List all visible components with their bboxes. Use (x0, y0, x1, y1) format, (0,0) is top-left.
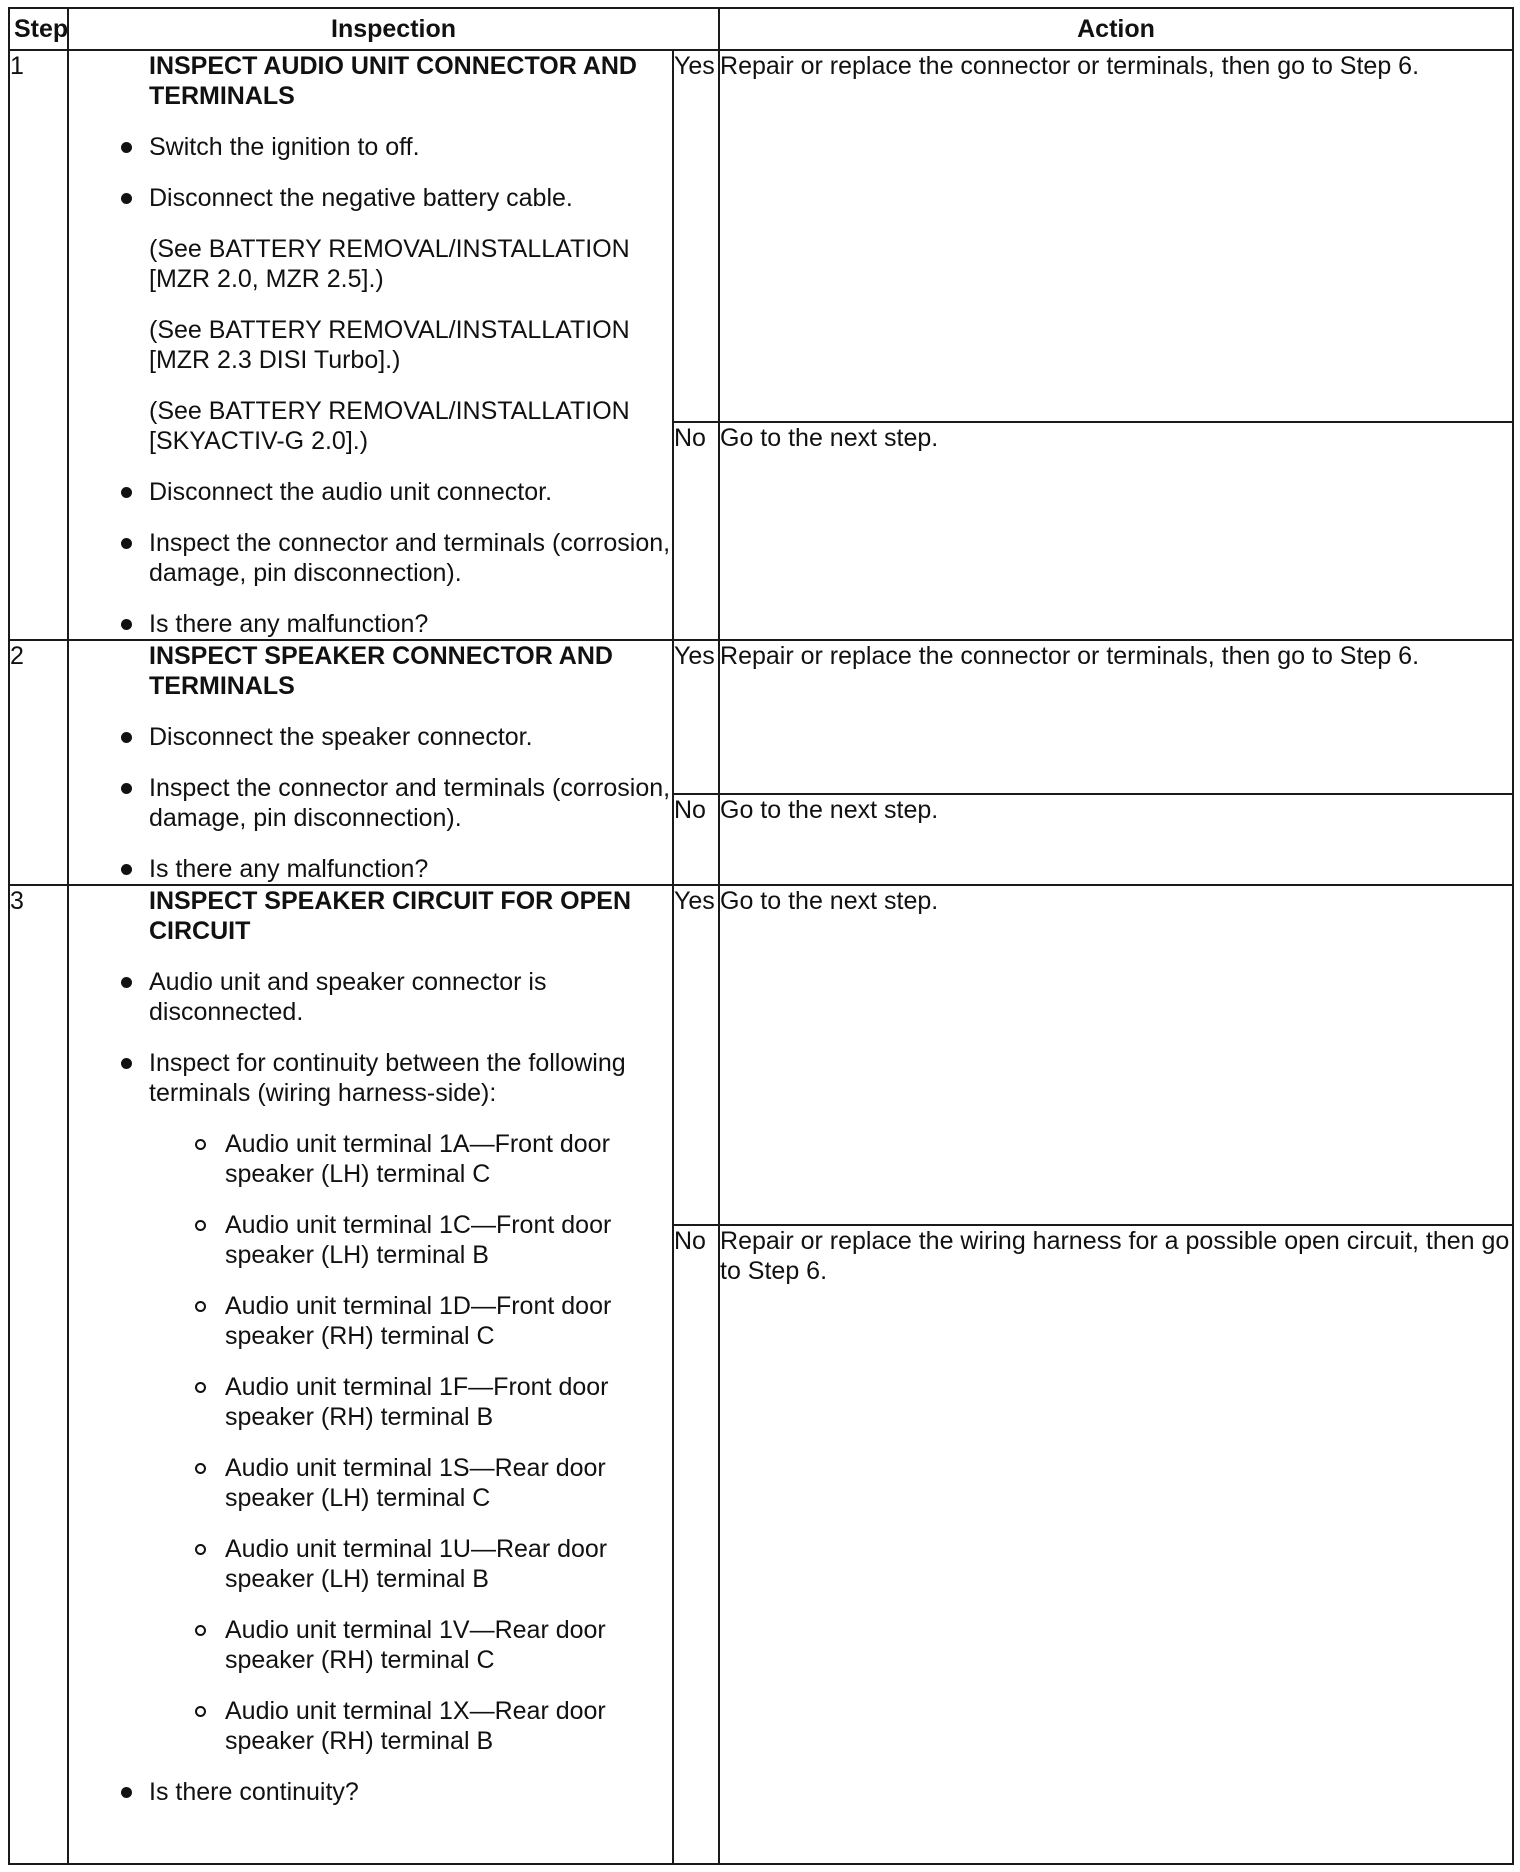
bullet-item: Inspect the connector and terminals (corrosion, damage, pin disconnection). (149, 529, 671, 587)
terminal-check-item: Audio unit terminal 1A—Front door speaker (LH) terminal C (225, 1129, 672, 1189)
no-label: No (673, 1225, 719, 1864)
step-column-header: Step (9, 8, 68, 50)
header-row (9, 8, 1513, 50)
inspection-procedure-table (8, 7, 1514, 1865)
terminal-check-item: Audio unit terminal 1V—Rear door speaker (RH) terminal C (225, 1615, 672, 1675)
step-heading: INSPECT SPEAKER CIRCUIT FOR OPEN CIRCUIT (149, 887, 631, 945)
no-action: Go to the next step. (719, 794, 1513, 885)
terminal-check-item: Audio unit terminal 1D—Front door speaker (RH) terminal C (225, 1291, 672, 1351)
action-column-header: Action (719, 8, 1513, 50)
step-number: 1 (9, 50, 68, 640)
reference-note: (See BATTERY REMOVAL/INSTALLATION [MZR 2.0, MZR 2.5].) (149, 235, 630, 293)
step-2-yes-row (9, 640, 1513, 794)
step-number: 2 (9, 640, 68, 885)
terminal-check-item: Audio unit terminal 1S—Rear door speaker (LH) terminal C (225, 1453, 672, 1513)
bullet-item: Is there continuity? (149, 1777, 672, 1807)
step-1-yes-row (9, 50, 1513, 422)
yes-label: Yes (673, 50, 719, 422)
bullet-item: Switch the ignition to off. (149, 132, 672, 162)
terminal-check-item: Audio unit terminal 1F—Front door speaker (RH) terminal B (225, 1372, 672, 1432)
step-3-yes-row (9, 885, 1513, 1225)
terminal-check-item: Audio unit terminal 1X—Rear door speaker (RH) terminal B (225, 1696, 672, 1756)
inspection-column-header: Inspection (68, 8, 719, 50)
yes-action: Repair or replace the connector or terminals, then go to Step 6. (719, 50, 1513, 422)
terminal-check-item: Audio unit terminal 1C—Front door speaker (LH) terminal B (225, 1210, 672, 1270)
terminal-check-item: Audio unit terminal 1U—Rear door speaker (LH) terminal B (225, 1534, 672, 1594)
bullet-item: Inspect for continuity between the following terminals (wiring harness-side): (149, 1048, 672, 1108)
step-3-inspection (68, 885, 673, 1864)
no-label: No (673, 422, 719, 640)
yes-label: Yes (673, 885, 719, 1225)
step-heading: INSPECT SPEAKER CONNECTOR AND TERMINALS (149, 642, 613, 700)
no-label: No (673, 794, 719, 885)
reference-note: (See BATTERY REMOVAL/INSTALLATION [MZR 2.3 DISI Turbo].) (149, 316, 630, 374)
step-2-inspection (68, 640, 673, 885)
bullet-item: Inspect the connector and terminals (corrosion, damage, pin disconnection). (149, 774, 671, 832)
step-number: 3 (9, 885, 68, 1864)
yes-action: Repair or replace the connector or terminals, then go to Step 6. (719, 640, 1513, 794)
bullet-item: Audio unit and speaker connector is disconnected. (149, 967, 672, 1027)
yes-label: Yes (673, 640, 719, 794)
no-action: Repair or replace the wiring harness for a possible open circuit, then go to Step 6. (719, 1225, 1513, 1864)
bullet-item: Is there any malfunction? (149, 854, 672, 884)
bullet-item: Disconnect the negative battery cable. (149, 183, 672, 213)
step-1-inspection (68, 50, 673, 640)
bullet-item: Is there any malfunction? (149, 609, 672, 639)
bullet-item: Disconnect the speaker connector. (149, 722, 672, 752)
step-heading: INSPECT AUDIO UNIT CONNECTOR AND TERMINALS (149, 52, 637, 110)
bullet-item: Disconnect the audio unit connector. (149, 477, 672, 507)
reference-note: (See BATTERY REMOVAL/INSTALLATION [SKYACTIV-G 2.0].) (149, 397, 630, 455)
no-action: Go to the next step. (719, 422, 1513, 640)
yes-action: Go to the next step. (719, 885, 1513, 1225)
